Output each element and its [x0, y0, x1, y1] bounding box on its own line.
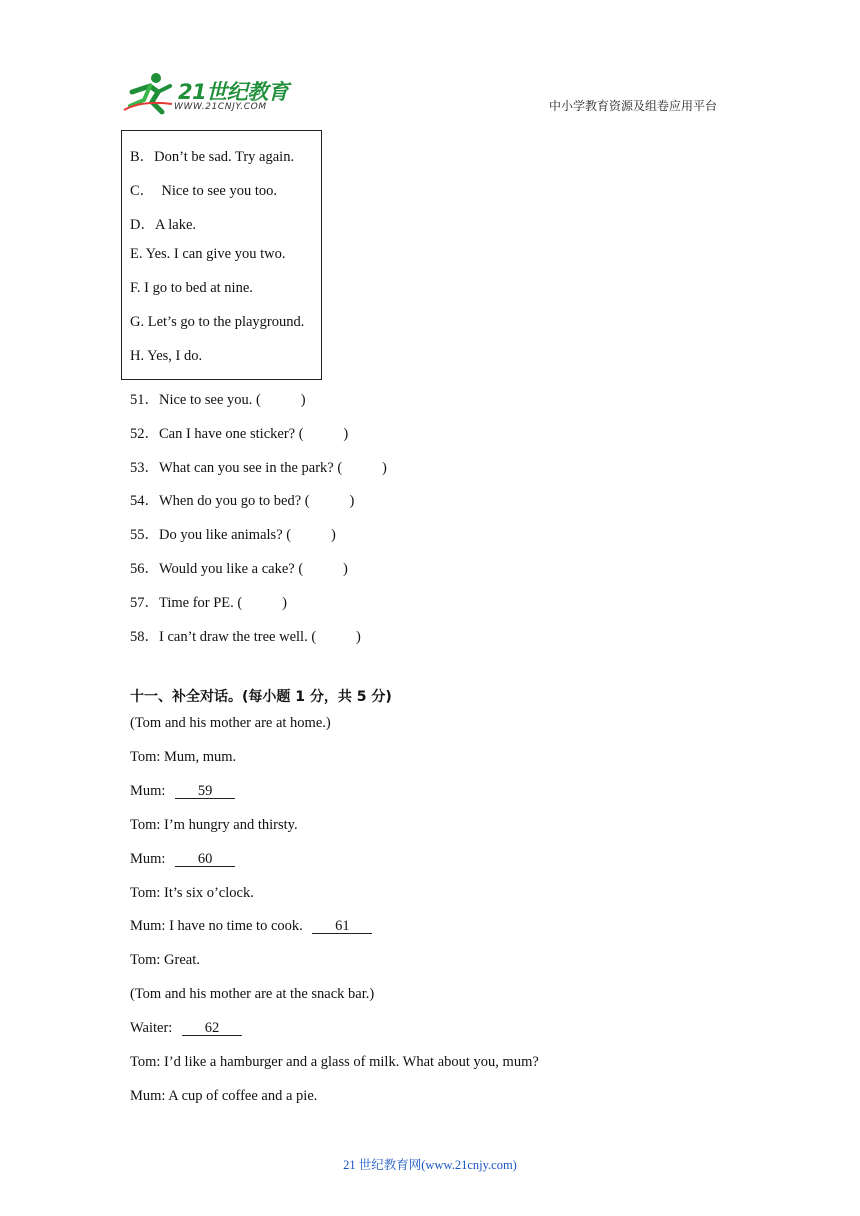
answer-blank[interactable]: 61	[312, 919, 372, 934]
logo-url: WWW.21CNJY.COM	[174, 102, 267, 112]
question-item: 57．Time for PE. ( )	[130, 594, 287, 611]
option-item: F. I go to bed at nine.	[130, 280, 253, 297]
question-item: 52．Can I have one sticker? ( )	[130, 425, 349, 442]
dialog-text: Waiter:	[130, 1020, 176, 1037]
dialog-text: Tom: It’s six o’clock.	[130, 884, 254, 901]
logo-text: 21世纪教育	[178, 80, 289, 104]
dialog-text: Tom: Great.	[130, 952, 200, 969]
option-item: H. Yes, I do.	[130, 347, 203, 364]
logo	[122, 70, 292, 116]
dialog-line	[130, 918, 372, 935]
dialog-text: Mum:	[130, 782, 170, 799]
dialog-text: (Tom and his mother are at home.)	[130, 715, 331, 731]
question-item: 54．When do you go to bed? ( )	[130, 493, 355, 510]
option-item: E. Yes. I can give you two.	[130, 246, 286, 263]
dialog-line	[130, 749, 236, 766]
footer[interactable]: 21 世纪教育网(www.21cnjy.com)	[343, 1158, 517, 1172]
dialog-line	[130, 986, 374, 1003]
dialog-line	[130, 715, 331, 732]
answer-blank[interactable]: 62	[182, 1021, 242, 1036]
answer-blank[interactable]: 59	[175, 784, 235, 799]
dialog-line	[130, 885, 254, 902]
platform-title: 中小学教育资源及组卷应用平台	[549, 99, 718, 113]
dialog-text: Tom: I’m hungry and thirsty.	[130, 816, 298, 833]
option-item: D．A lake.	[130, 216, 197, 233]
question-item: 56．Would you like a cake? ( )	[130, 561, 348, 577]
question-item: 51．Nice to see you. ( )	[130, 392, 306, 408]
dialog-line	[130, 1088, 317, 1105]
question-item: 58．I can’t draw the tree well. ( )	[130, 628, 361, 645]
question-item: 53．What can you see in the park? ( )	[130, 459, 387, 476]
dialog-line	[130, 1054, 539, 1071]
dialog-line	[130, 952, 200, 969]
dialog-text: Tom: I’d like a hamburger and a glass of milk. What about you, mum?	[130, 1054, 539, 1070]
answer-blank[interactable]: 60	[175, 852, 235, 867]
option-item: C． Nice to see you too.	[130, 182, 277, 199]
question-item: 55．Do you like animals? ( )	[130, 527, 336, 544]
section-title: 十一、补全对话。(每小题 1 分，共 5 分)	[130, 689, 392, 705]
dialog-line	[130, 817, 298, 834]
option-item: B．Don’t be sad. Try again.	[130, 149, 295, 165]
dialog-text: Mum: I have no time to cook.	[130, 918, 307, 935]
dialog-text: Mum: A cup of coffee and a pie.	[130, 1087, 318, 1104]
runner-logo-icon	[122, 70, 178, 116]
dialog-text: Mum:	[130, 850, 170, 867]
dialog-text: Tom: Mum, mum.	[130, 748, 237, 765]
option-item: G. Let’s go to the playground.	[130, 314, 305, 330]
dialog-line	[130, 851, 235, 868]
dialog-text: (Tom and his mother are at the snack bar.)	[130, 986, 375, 1003]
dialog-line	[130, 1020, 242, 1037]
dialog-line	[130, 783, 235, 800]
